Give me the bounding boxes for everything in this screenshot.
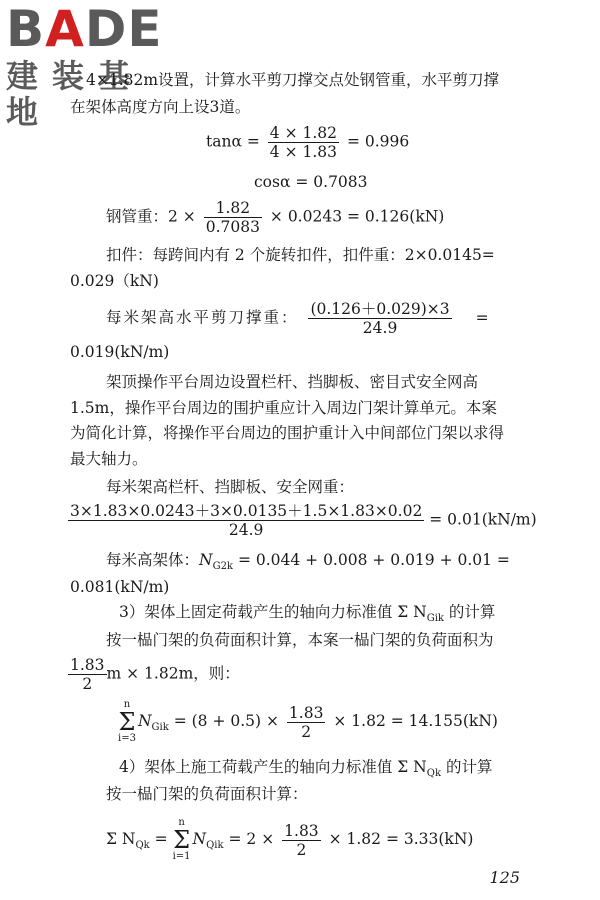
tan-rhs: = 0.996 — [346, 132, 410, 151]
ng2k-n: N — [199, 551, 213, 569]
pipe-post: × 0.0243 = 0.126(kN) — [269, 207, 445, 226]
fast-line1: 扣件：每跨间内有 2 个旋转扣件，扣件重：2×0.0145= — [106, 246, 495, 264]
wm-b: B — [6, 0, 46, 58]
brace-fraction — [308, 300, 451, 337]
rail-num: 3×1.83×0.0243＋3×0.0135＋1.5×1.83×0.02 — [70, 502, 423, 520]
p1-line1: 4×1.82m设置，计算水平剪刀撑交点处钢管重，水平剪刀撑 — [86, 71, 500, 89]
top-line4: 最大轴力。 — [70, 450, 148, 468]
s4-sum-top: n — [178, 817, 185, 828]
s4-sum-bot: i=1 — [172, 851, 191, 862]
pipe-formula — [106, 199, 444, 236]
ng2k-sub: G2k — [212, 561, 233, 573]
tan-den: 4 × 1.83 — [269, 143, 337, 161]
brace-num: (0.126＋0.029)×3 — [310, 300, 450, 318]
wm-a: A — [45, 0, 85, 58]
pipe-fraction — [204, 199, 262, 236]
s3-title-post: 的计算 — [444, 603, 496, 621]
tan-num: 4 × 1.82 — [269, 124, 337, 142]
s4-fraction — [282, 822, 321, 859]
s3-title — [119, 602, 495, 629]
s3-area — [68, 656, 240, 693]
s4-eq0: = — [154, 830, 168, 848]
rail-label: 每米架高栏杆、挡脚板、安全网重： — [106, 478, 355, 496]
brace-line2: 0.019(kN/m) — [70, 343, 170, 361]
s3-area-num: 1.83 — [70, 656, 105, 674]
ng2k-pre: 每米高架体： — [106, 551, 200, 569]
tan-lhs: tanα = — [206, 132, 260, 151]
page-number: 125 — [489, 868, 520, 887]
pipe-den: 0.7083 — [205, 218, 260, 236]
s3-term: N — [137, 712, 152, 730]
s3-area-post: m × 1.82m，则： — [106, 664, 240, 683]
s3-sum-bot: i=3 — [118, 733, 136, 744]
s4-title-text: 4）架体上施工荷载产生的轴向力标准值 Σ N — [119, 758, 427, 776]
tan-formula — [206, 124, 409, 161]
s4-lhs: Σ N — [106, 830, 136, 848]
rail-den: 24.9 — [228, 521, 264, 539]
ng2k-eq: = 0.044 + 0.008 + 0.019 + 0.01 = — [237, 551, 510, 569]
s3-title-text: 3）架体上固定荷载产生的轴向力标准值 Σ N — [119, 603, 427, 621]
s4-line1: 按一榀门架的负荷面积计算： — [106, 785, 308, 803]
watermark-chinese: 建装基地 — [6, 57, 145, 131]
s3-term-sub: Gik — [151, 722, 169, 734]
wm-de: DE — [84, 0, 163, 58]
s3-sum-formula — [118, 700, 498, 744]
s3-sum-sigma: Σ — [118, 708, 136, 736]
p1-line2: 在架体高度方向上设3道。 — [70, 98, 251, 116]
s4-term: N — [192, 830, 207, 848]
rail-rhs: = 0.01(kN/m) — [429, 510, 537, 529]
s3-area-den: 2 — [82, 675, 93, 693]
s4-sum-sigma: Σ — [173, 826, 191, 854]
s4-title-post: 的计算 — [441, 758, 493, 776]
s4-title-sub: Qk — [426, 768, 442, 780]
ng2k-formula — [106, 550, 510, 577]
s4-title — [119, 757, 492, 784]
brace-den: 24.9 — [362, 319, 398, 337]
top-line2: 1.5m，操作平台周边的围护重应计入周边门架计算单元。本案 — [70, 399, 497, 417]
rail-formula — [68, 502, 537, 539]
s4-eq2: × 1.82 = 3.33(kN) — [328, 830, 474, 848]
brace-pre: 每米架高水平剪刀撑重： — [106, 308, 299, 327]
s3-eq1: = (8 + 0.5) × — [173, 712, 279, 730]
s3-line1: 按一榀门架的负荷面积计算，本案一榀门架的负荷面积为 — [106, 631, 494, 649]
brace-formula — [106, 300, 491, 337]
watermark-latin — [6, 0, 176, 58]
top-line1: 架顶操作平台周边设置栏杆、挡脚板、密目式安全网高 — [106, 373, 479, 391]
s3-den: 2 — [301, 722, 312, 741]
tan-fraction — [268, 124, 339, 161]
s3-sum-symbol — [118, 700, 136, 744]
s3-area-fraction — [68, 656, 107, 693]
fast-line2: 0.029（kN) — [70, 272, 159, 290]
pipe-pre: 钢管重：2 × — [106, 207, 196, 226]
s3-eq2: × 1.82 = 14.155(kN) — [333, 712, 498, 730]
s4-lhs-sub: Qk — [135, 840, 150, 852]
s4-sum-formula — [106, 818, 473, 862]
cos-formula: cosα = 0.7083 — [254, 173, 368, 191]
brace-eq: = — [475, 308, 491, 327]
pipe-num: 1.82 — [204, 199, 262, 218]
s4-den: 2 — [296, 840, 307, 859]
s4-sum-symbol — [173, 818, 191, 862]
s4-eq1: = 2 × — [228, 830, 275, 848]
s3-num: 1.83 — [288, 703, 324, 722]
s4-num: 1.83 — [284, 821, 319, 840]
s3-fraction — [287, 704, 326, 741]
top-line3: 为简化计算，将操作平台周边的围护重计入中间部位门架以求得 — [70, 424, 505, 442]
rail-fraction — [68, 502, 424, 539]
ng2k-line2: 0.081(kN/m) — [70, 578, 170, 596]
s3-sum-top: n — [123, 699, 131, 710]
s3-title-sub: Gik — [426, 613, 444, 625]
s4-term-sub: Qik — [206, 840, 224, 852]
